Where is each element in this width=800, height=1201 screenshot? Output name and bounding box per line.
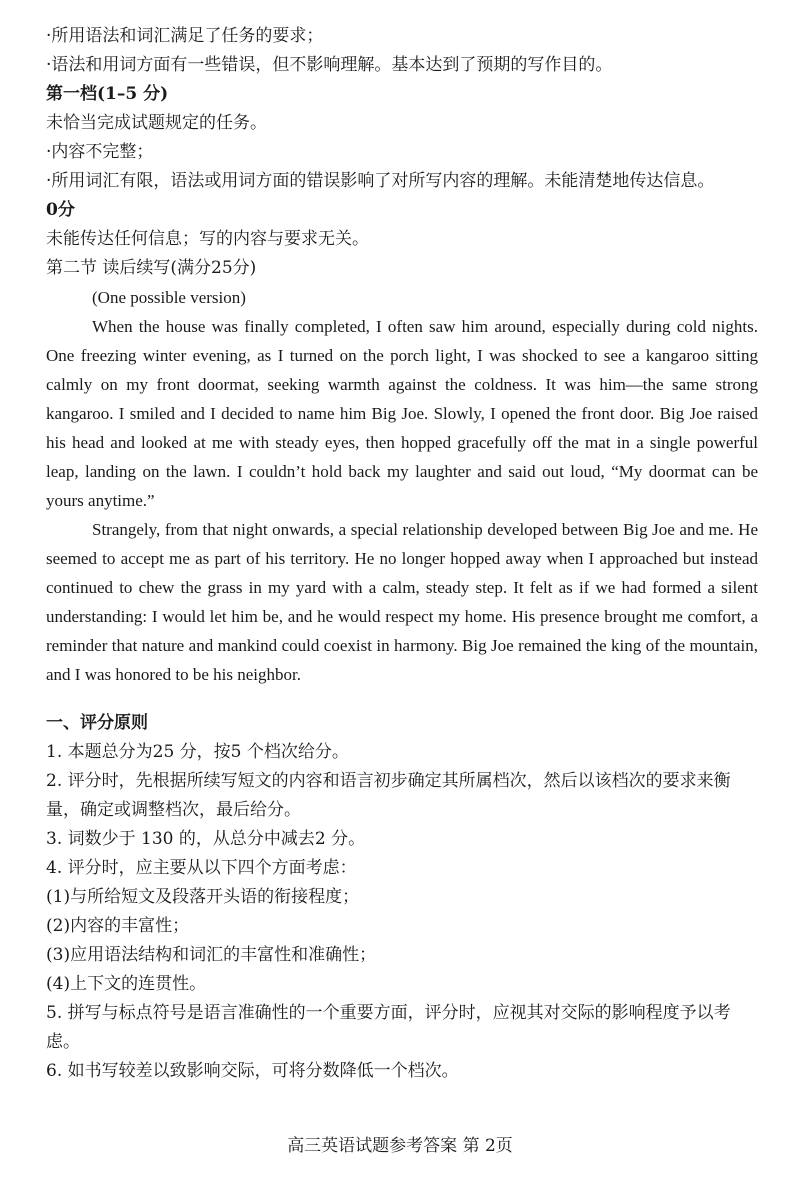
criteria-line: 未能传达任何信息；写的内容与要求无关。 — [46, 229, 369, 249]
principle-item: 5. 拼写与标点符号是语言准确性的一个重要方面，评分时，应视其对交际的影响程度予以考虑。 — [46, 1003, 731, 1052]
principle-item: (4)上下文的连贯性。 — [46, 974, 207, 994]
principles-heading: 一、评分原则 — [46, 713, 148, 733]
essay-paragraph: When the house was finally completed, I often saw him around, especially during cold nights. One freezing winter evening, as I turned on the porch light, I was shocked to see a kangaroo sitting calmly on my front doormat, seeking warmth against the coldness. It was him—the same strong kangaroo. I smiled and I decided to name him Big Joe. Slowly, I opened the front door. Big Joe raised his head and looked at me with steady eyes, then hopped gracefully off the mat in a single powerful leap, landing on the lawn. I couldn’t hold back my laughter and said out loud, “My doormat can be yours anytime.” — [46, 317, 758, 510]
criteria-line: ·所用词汇有限，语法或用词方面的错误影响了对所写内容的理解。未能清楚地传达信息。 — [46, 171, 715, 191]
spacer — [46, 689, 758, 709]
version-label: (One possible version) — [92, 288, 246, 307]
principle-item: 4. 评分时，应主要从以下四个方面考虑： — [46, 858, 357, 878]
criteria-line: ·语法和用词方面有一些错误，但不影响理解。基本达到了预期的写作目的。 — [46, 55, 613, 75]
criteria-line: ·所用语法和词汇满足了任务的要求； — [46, 26, 324, 46]
document-page — [46, 22, 758, 1086]
grade-heading: 0分 — [46, 200, 75, 220]
principle-item: 3. 词数少于 130 的，从总分中减去2 分。 — [46, 829, 366, 849]
principle-item: 1. 本题总分为25 分，按5 个档次给分。 — [46, 742, 349, 762]
principle-item: (2)内容的丰富性； — [46, 916, 190, 936]
grade-heading: 第一档(1–5 分) — [46, 84, 169, 104]
principle-item: 2. 评分时，先根据所续写短文的内容和语言初步确定其所属档次，然后以该档次的要求来衡量，确定或调整档次，最后给分。 — [46, 771, 731, 820]
criteria-line: ·内容不完整； — [46, 142, 154, 162]
section-title: 第二节 读后续写(满分25分) — [46, 258, 257, 278]
essay-paragraph: Strangely, from that night onwards, a special relationship developed between Big Joe and me. He seemed to accept me as part of his territory. He no longer hopped away when I approached but instead continued to chew the grass in my yard with a calm, steady step. It felt as if we had formed a silent understanding: I would let him be, and he would respect my home. His presence brought me comfort, a reminder that nature and mankind could coexist in harmony. Big Joe remained the king of the mountain, and I was honored to be his neighbor. — [46, 520, 758, 684]
principle-item: 6. 如书写较差以致影响交际，可将分数降低一个档次。 — [46, 1061, 459, 1081]
principle-item: (3)应用语法结构和词汇的丰富性和准确性； — [46, 945, 377, 965]
page-footer: 高三英语试题参考答案 第 2页 — [287, 1136, 513, 1156]
criteria-line: 未恰当完成试题规定的任务。 — [46, 113, 267, 133]
principle-item: (1)与所给短文及段落开头语的衔接程度； — [46, 887, 360, 907]
